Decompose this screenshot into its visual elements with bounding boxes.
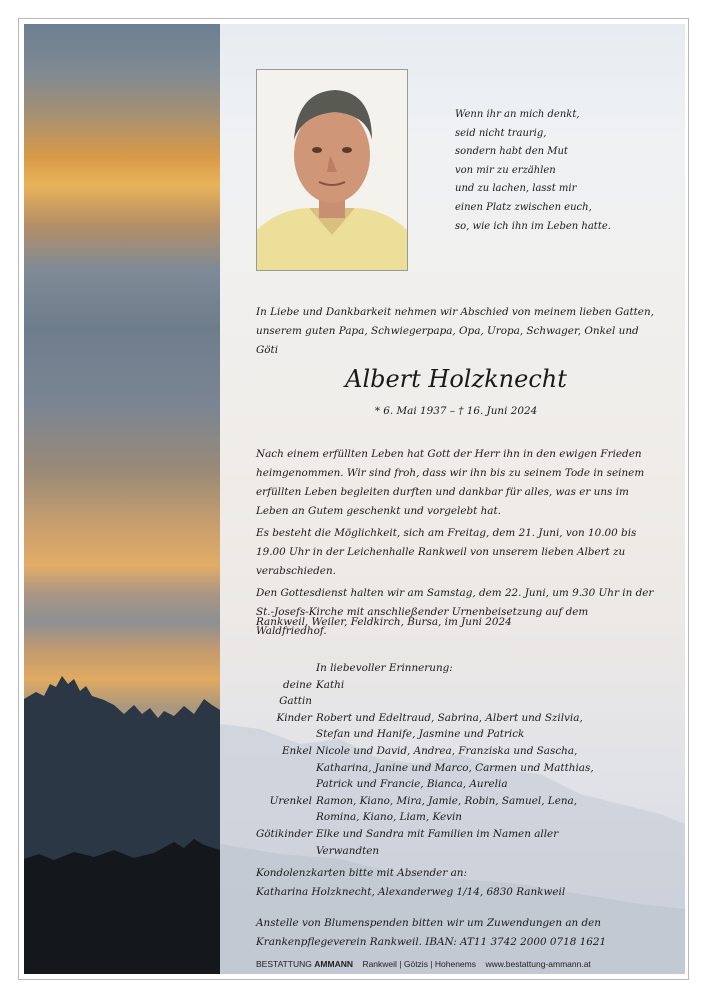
company-name: AMMANN xyxy=(314,959,353,969)
family-label: Urenkel xyxy=(269,794,312,807)
family-heading: In liebevoller Erinnerung: xyxy=(316,662,453,674)
condolence-line: Kondolenzkarten bitte mit Absender an: xyxy=(256,867,467,879)
family-row xyxy=(256,710,676,743)
family-list xyxy=(256,660,676,859)
family-names: Kathi xyxy=(316,678,345,691)
family-names: Robert und Edeltraud, Sabrina, Albert und Szilvia, Stefan und Hanife, Jasmine und Patrick xyxy=(316,711,583,741)
family-row xyxy=(256,743,676,793)
family-label: Kinder xyxy=(276,711,312,724)
poem xyxy=(455,106,655,236)
family-label: Enkel xyxy=(281,744,312,757)
paragraph: Es besteht die Möglichkeit, sich am Freitag, dem 21. Juni, von 10.00 bis 19.00 Uhr in der Leichenhalle Rankweil von unserem lieben Albert zu verabschieden. xyxy=(256,527,637,577)
poem-line: so, wie ich ihn im Leben hatte. xyxy=(455,220,611,232)
condolence-info xyxy=(256,864,656,902)
family-names: Ramon, Kiano, Mira, Jamie, Robin, Samuel, Lena, Romina, Kiano, Liam, Kevin xyxy=(316,794,578,824)
paragraph: Den Gottesdienst halten wir am Samstag, dem 22. Juni, um 9.30 Uhr in der St.-Josefs-Kirche mit anschließender Urnenbeisetzung auf dem Waldfriedhof. xyxy=(256,587,654,637)
life-dates: * 6. Mai 1937 – † 16. Juni 2024 xyxy=(374,405,538,417)
paragraph: Nach einem erfüllten Leben hat Gott der Herr ihn in den ewigen Frieden heimgenommen. Wir sind froh, dass wir ihn bis zu seinem Tode in seinem erfüllten Leben begleiten durften und dankbar für alles, was er uns im Leben an Gutem geschenkt und vorgelebt hat. xyxy=(256,448,645,517)
condolence-address: Katharina Holzknecht, Alexanderweg 1/14, 6830 Rankweil xyxy=(256,886,566,898)
announcement-body xyxy=(256,445,656,644)
portrait-photo xyxy=(256,69,408,271)
company-prefix: BESTATTUNG xyxy=(256,959,312,969)
family-row xyxy=(256,826,676,859)
poem-line: seid nicht traurig, xyxy=(455,127,547,139)
poem-line: und zu lachen, lasst mir xyxy=(455,183,577,195)
family-row xyxy=(256,793,676,826)
family-heading-row xyxy=(256,660,676,677)
poem-line: von mir zu erzählen xyxy=(455,164,556,176)
funeral-home-footer xyxy=(256,959,676,969)
family-label: deine Gattin xyxy=(279,678,312,708)
poem-line: sondern habt den Mut xyxy=(455,146,568,158)
poem-line: einen Platz zwischen euch, xyxy=(455,201,592,213)
deceased-name: Albert Holzknecht xyxy=(345,365,567,393)
family-row xyxy=(256,677,676,710)
intro-text: In Liebe und Dankbarkeit nehmen wir Abschied von meinem lieben Gatten, unserem guten Papa, Schwiegerpapa, Opa, Uropa, Schwager, Onkel und Göti xyxy=(256,306,654,356)
poem-line: Wenn ihr an mich denkt, xyxy=(455,109,580,120)
family-names: Elke und Sandra mit Familien im Namen aller Verwandten xyxy=(316,827,559,857)
place-date: Rankweil, Weiler, Feldkirch, Bursa, im Juni 2024 xyxy=(256,616,512,628)
family-names: Nicole und David, Andrea, Franziska und Sascha, Katharina, Janine und Marco, Carmen und Matthias, Patrick und Francie, Bianca, Aurelia xyxy=(316,744,594,791)
company-locations: Rankweil | Götzis | Hohenems xyxy=(362,959,476,969)
sunset-mountain-photo xyxy=(24,24,220,974)
company-website[interactable]: www.bestattung-ammann.at xyxy=(485,959,591,969)
donation-info: Anstelle von Blumenspenden bitten wir um Zuwendungen an den Krankenpflegeverein Rankweil. IBAN: AT11 3742 2000 0718 1621 xyxy=(256,917,607,948)
family-label: Götikinder xyxy=(256,827,313,840)
